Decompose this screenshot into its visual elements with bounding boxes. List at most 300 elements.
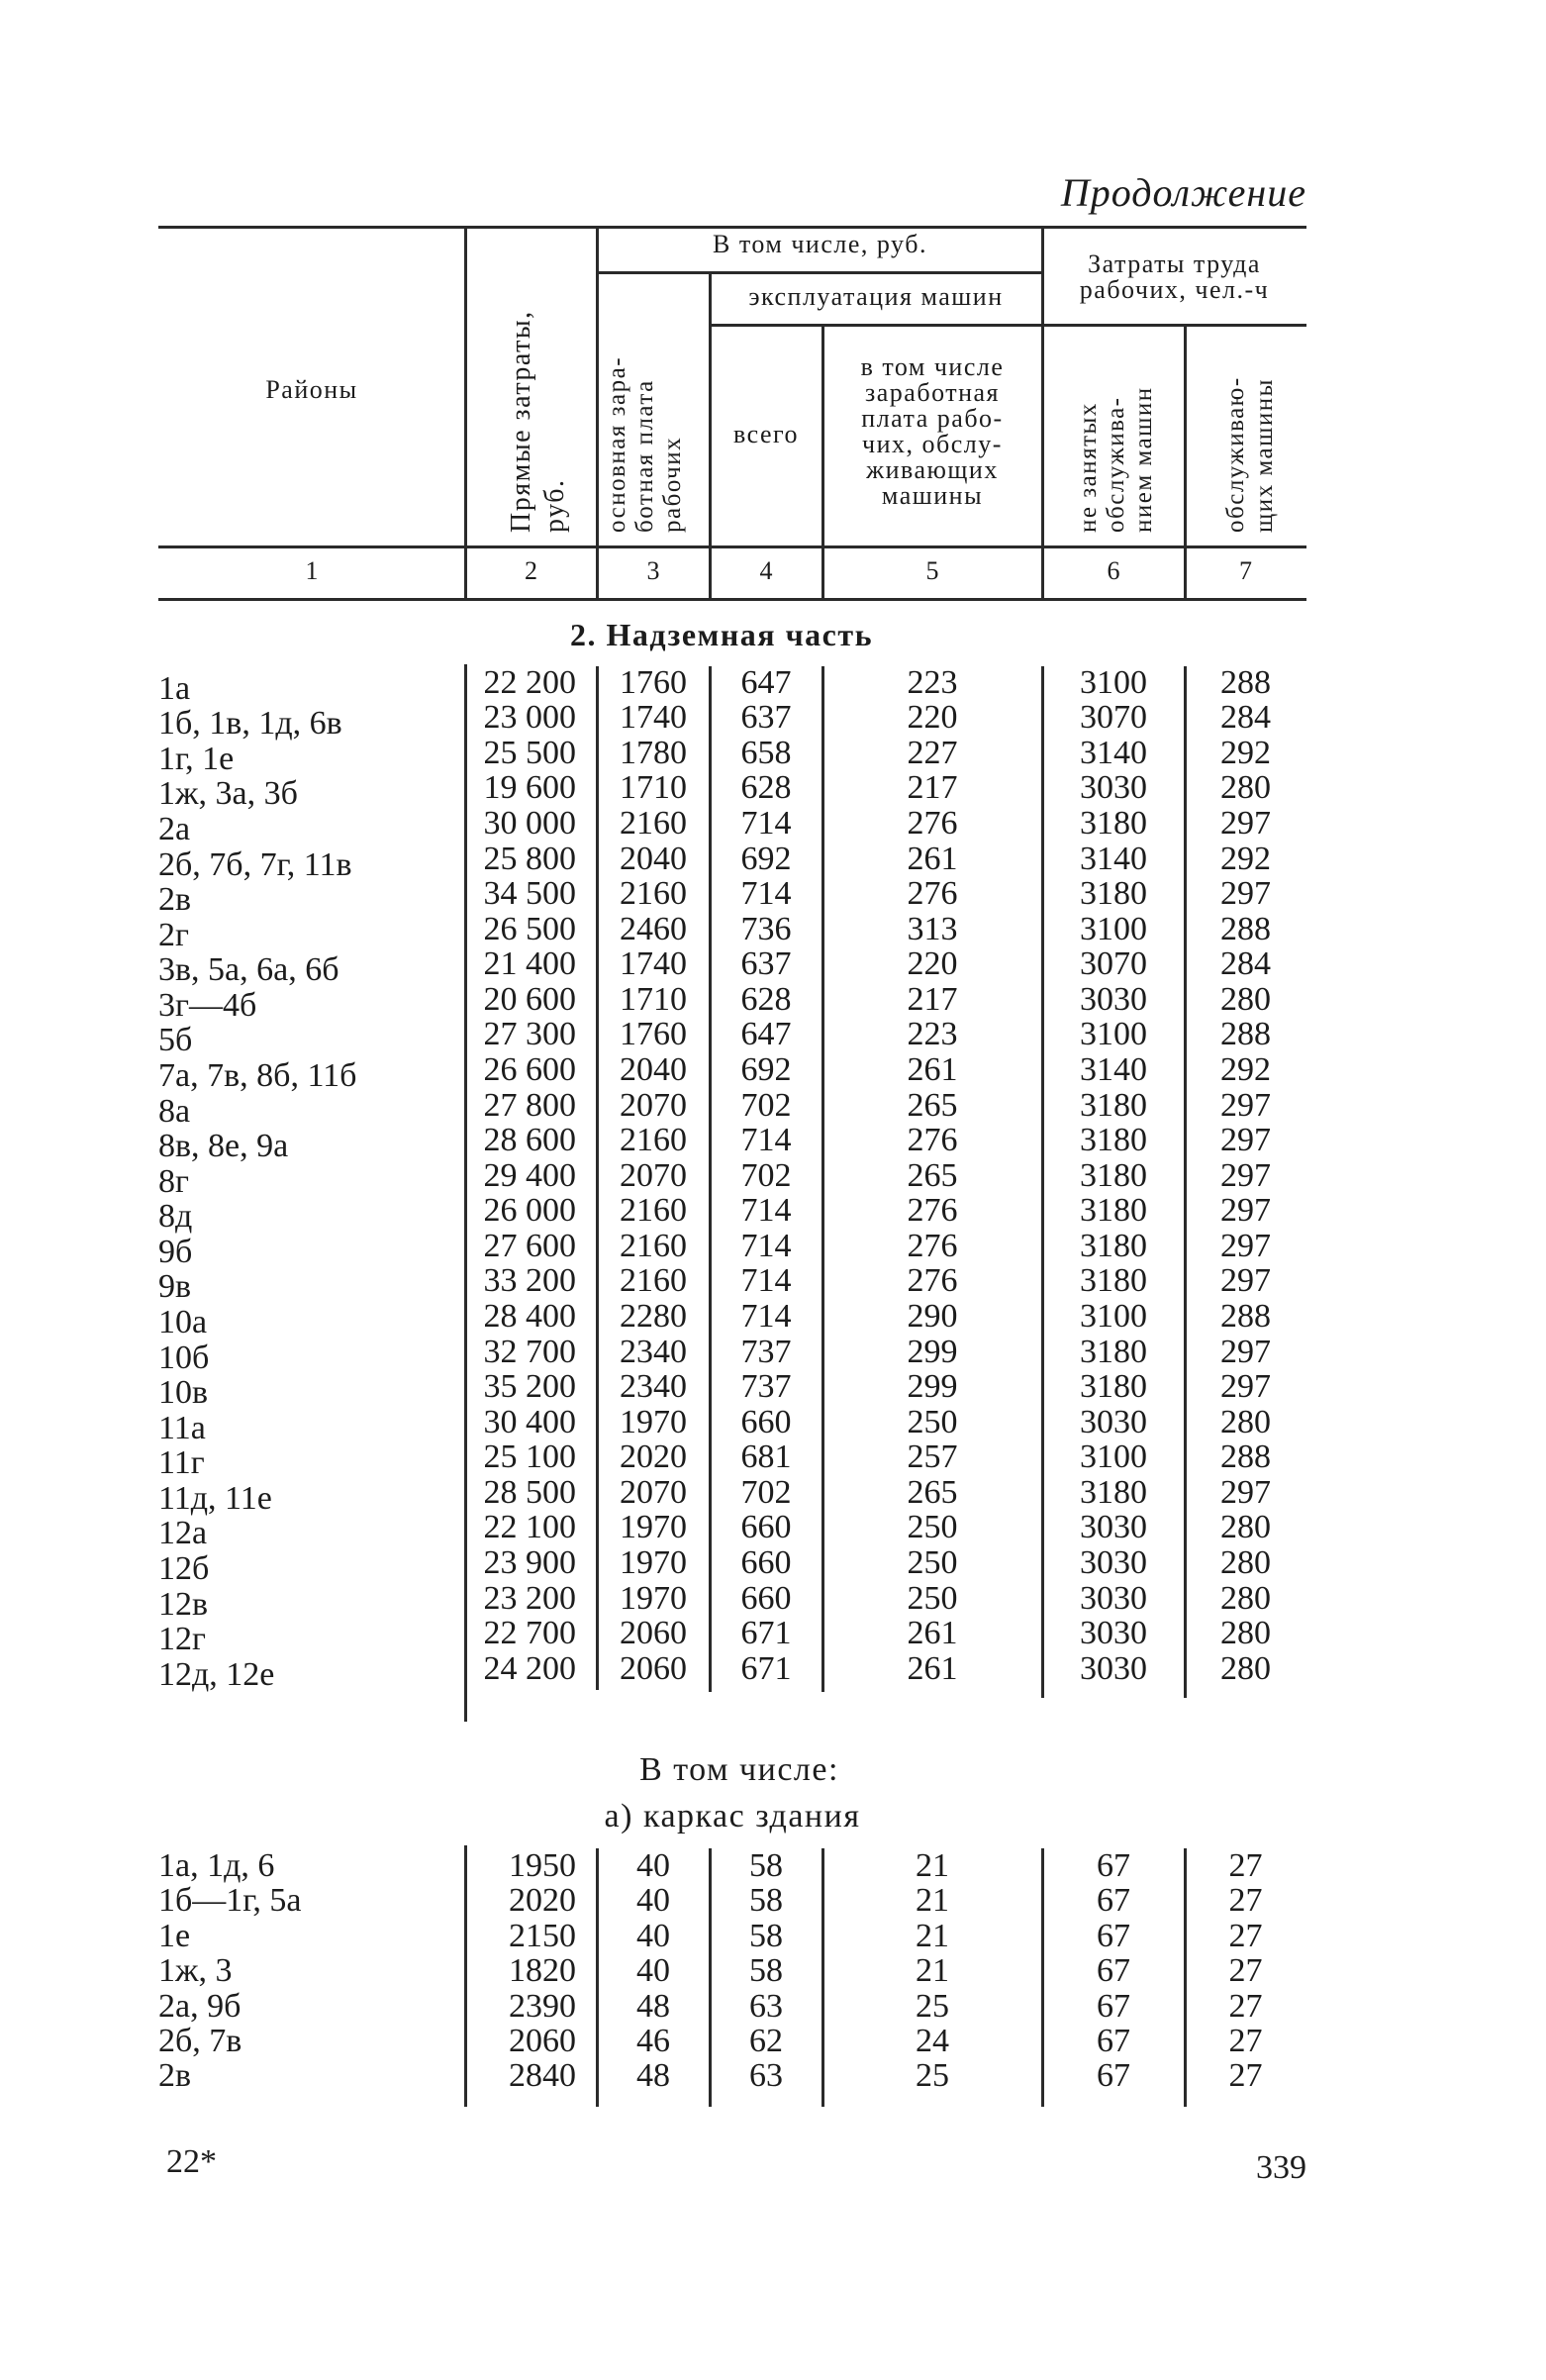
direct-costs-cell: 1820 bbox=[509, 1952, 576, 1990]
district-cell: 1а, 1д, 6 bbox=[158, 1847, 275, 1884]
base-wage-cell: 2160 bbox=[620, 1227, 687, 1264]
labor-servicing-cell: 297 bbox=[1220, 1122, 1271, 1159]
district-cell: 1б—1г, 5а bbox=[158, 1882, 302, 1920]
labor-servicing-cell: 284 bbox=[1220, 699, 1271, 737]
column-numbers-rule bbox=[158, 598, 1306, 601]
column-number: 7 bbox=[1239, 556, 1252, 585]
machines-wage-cell: 261 bbox=[907, 1615, 958, 1652]
direct-costs-cell: 25 800 bbox=[483, 840, 576, 877]
machines-wage-header-line: заработная bbox=[864, 378, 1000, 407]
labor-not-servicing-cell: 3140 bbox=[1080, 1051, 1147, 1088]
labor-not-servicing-cell: 3100 bbox=[1080, 910, 1147, 947]
direct-costs-cell: 29 400 bbox=[483, 1156, 576, 1194]
labor-servicing-header-line: обслуживаю- bbox=[1222, 376, 1249, 533]
base-wage-cell: 1740 bbox=[620, 699, 687, 737]
district-cell: 1ж, 3 bbox=[158, 1952, 233, 1990]
machines-total-cell: 637 bbox=[740, 945, 792, 983]
table-row bbox=[0, 663, 1306, 707]
machines-total-cell: 658 bbox=[740, 734, 792, 771]
table-row bbox=[0, 1919, 1306, 1954]
table-row bbox=[0, 2058, 1306, 2094]
direct-costs-cell: 22 700 bbox=[483, 1615, 576, 1652]
district-cell: 12а bbox=[158, 1515, 208, 1552]
machines-wage-cell: 24 bbox=[916, 2023, 949, 2059]
machines-wage-header-line: живающих bbox=[866, 455, 999, 484]
machines-total-cell: 63 bbox=[749, 1987, 783, 2025]
including-rub-rule bbox=[598, 271, 1043, 274]
labor-servicing-cell: 297 bbox=[1220, 1333, 1271, 1370]
base-wage-cell: 48 bbox=[636, 1987, 670, 2025]
machines-total-cell: 660 bbox=[740, 1544, 792, 1581]
labor-not-servicing-cell: 3030 bbox=[1080, 769, 1147, 807]
machines-total-cell: 660 bbox=[740, 1403, 792, 1440]
machines-total-cell: 737 bbox=[740, 1333, 792, 1370]
labor-servicing-cell: 280 bbox=[1220, 1579, 1271, 1617]
base-wage-cell: 40 bbox=[636, 1847, 670, 1884]
machines-wage-cell: 261 bbox=[907, 1051, 958, 1088]
machines-wage-cell: 250 bbox=[907, 1579, 958, 1617]
machines-wage-cell: 265 bbox=[907, 1086, 958, 1124]
machines-total-cell: 628 bbox=[740, 980, 792, 1018]
direct-costs-cell: 33 200 bbox=[483, 1262, 576, 1300]
district-cell: 3в, 5а, 6а, 6б bbox=[158, 951, 339, 989]
direct-costs-header-line: Прямые затраты, bbox=[506, 310, 536, 533]
machines-wage-cell: 276 bbox=[907, 805, 958, 842]
labor-not-servicing-header-line: не занятых bbox=[1075, 402, 1102, 533]
table-row bbox=[0, 1262, 1306, 1306]
district-cell: 5б bbox=[158, 1022, 193, 1059]
labor-servicing-cell: 297 bbox=[1220, 1262, 1271, 1300]
labor-not-servicing-header bbox=[1075, 347, 1158, 533]
district-cell: 10в bbox=[158, 1374, 209, 1412]
district-cell: 8г bbox=[158, 1162, 189, 1200]
machines-total-cell: 628 bbox=[740, 769, 792, 807]
labor-not-servicing-cell: 67 bbox=[1097, 1917, 1130, 1954]
labor-not-servicing-cell: 3100 bbox=[1080, 1016, 1147, 1053]
table-row bbox=[0, 1989, 1306, 2025]
direct-costs-cell: 22 100 bbox=[483, 1509, 576, 1546]
labor-not-servicing-cell: 3140 bbox=[1080, 734, 1147, 771]
direct-costs-header bbox=[505, 269, 574, 533]
machines-wage-cell: 276 bbox=[907, 1192, 958, 1230]
base-wage-cell: 2070 bbox=[620, 1156, 687, 1194]
table-row bbox=[0, 699, 1306, 743]
direct-costs-cell: 19 600 bbox=[483, 769, 576, 807]
machines-wage-cell: 261 bbox=[907, 840, 958, 877]
direct-costs-cell: 24 200 bbox=[483, 1649, 576, 1687]
table-top-rule bbox=[158, 226, 1306, 229]
base-wage-cell: 40 bbox=[636, 1882, 670, 1920]
district-cell: 1ж, 3а, 3б bbox=[158, 775, 298, 813]
machines-wage-cell: 220 bbox=[907, 699, 958, 737]
direct-costs-cell: 25 100 bbox=[483, 1438, 576, 1476]
table-row bbox=[0, 1883, 1306, 1919]
district-cell: 2б, 7б, 7г, 11в bbox=[158, 845, 352, 883]
labor-costs-header bbox=[1042, 251, 1306, 303]
column-divider bbox=[596, 227, 599, 601]
direct-costs-cell: 30 400 bbox=[483, 1403, 576, 1440]
direct-costs-cell: 27 800 bbox=[483, 1086, 576, 1124]
district-cell: 2а, 9б bbox=[158, 1987, 242, 2025]
district-cell: 11д, 11е bbox=[158, 1479, 272, 1517]
base-wage-cell: 1970 bbox=[620, 1403, 687, 1440]
table-row bbox=[0, 1473, 1306, 1517]
column-divider bbox=[464, 227, 467, 601]
signature-mark: 22* bbox=[166, 2143, 217, 2180]
machines-total-cell: 58 bbox=[749, 1952, 783, 1990]
labor-servicing-cell: 280 bbox=[1220, 1649, 1271, 1687]
direct-costs-cell: 28 400 bbox=[483, 1298, 576, 1335]
table-row bbox=[0, 1403, 1306, 1446]
machines-wage-header bbox=[822, 354, 1042, 509]
table-row bbox=[0, 1016, 1306, 1059]
direct-costs-cell: 30 000 bbox=[483, 805, 576, 842]
direct-costs-cell: 32 700 bbox=[483, 1333, 576, 1370]
district-cell: 1б, 1в, 1д, 6в bbox=[158, 705, 342, 743]
labor-not-servicing-cell: 67 bbox=[1097, 1952, 1130, 1990]
base-wage-cell: 2340 bbox=[620, 1333, 687, 1370]
direct-costs-cell: 22 200 bbox=[483, 663, 576, 701]
labor-servicing-cell: 297 bbox=[1220, 1192, 1271, 1230]
section-subtitle: В том числе: bbox=[639, 1751, 839, 1788]
machines-total-cell: 660 bbox=[740, 1509, 792, 1546]
labor-servicing-cell: 27 bbox=[1228, 2057, 1263, 2095]
table-row bbox=[0, 1438, 1306, 1482]
machines-wage-cell: 21 bbox=[916, 1847, 949, 1884]
table-row bbox=[0, 1544, 1306, 1587]
table-row bbox=[0, 1848, 1306, 1884]
district-cell: 12б bbox=[158, 1550, 210, 1587]
section-title: а) каркас здания bbox=[604, 1798, 861, 1835]
base-wage-cell: 1780 bbox=[620, 734, 687, 771]
table-row bbox=[0, 1298, 1306, 1340]
labor-servicing-cell: 280 bbox=[1220, 1403, 1271, 1440]
base-wage-cell: 2020 bbox=[620, 1438, 687, 1476]
machines-total-cell: 714 bbox=[740, 1192, 792, 1230]
machines-wage-cell: 299 bbox=[907, 1333, 958, 1370]
table-row bbox=[0, 2024, 1306, 2059]
machines-wage-cell: 21 bbox=[916, 1917, 949, 1954]
labor-not-servicing-cell: 3180 bbox=[1080, 1192, 1147, 1230]
column-number: 4 bbox=[759, 556, 773, 585]
base-wage-header-line: рабочих bbox=[659, 436, 686, 533]
labor-costs-header-line: рабочих, чел.-ч bbox=[1079, 275, 1270, 304]
machines-wage-header-line: машины bbox=[881, 481, 984, 510]
machines-wage-cell: 276 bbox=[907, 1122, 958, 1159]
base-wage-cell: 1760 bbox=[620, 1016, 687, 1053]
machines-total-cell: 737 bbox=[740, 1368, 792, 1406]
district-cell: 1а bbox=[158, 669, 191, 707]
base-wage-cell: 2040 bbox=[620, 1051, 687, 1088]
subheader-rule bbox=[710, 324, 1306, 327]
labor-costs-header-line: Затраты труда bbox=[1088, 249, 1261, 278]
district-cell: 2г bbox=[158, 916, 189, 953]
labor-not-servicing-cell: 3180 bbox=[1080, 875, 1147, 913]
labor-not-servicing-cell: 3180 bbox=[1080, 1333, 1147, 1370]
labor-not-servicing-cell: 3100 bbox=[1080, 663, 1147, 701]
district-cell: 8а bbox=[158, 1092, 191, 1130]
machines-wage-cell: 25 bbox=[916, 1987, 949, 2025]
base-wage-cell: 1970 bbox=[620, 1509, 687, 1546]
machines-wage-header-line: в том числе bbox=[860, 352, 1005, 381]
labor-not-servicing-cell: 67 bbox=[1097, 1882, 1130, 1920]
district-cell: 12г bbox=[158, 1621, 206, 1658]
machines-wage-cell: 250 bbox=[907, 1403, 958, 1440]
machines-total-cell: 714 bbox=[740, 1122, 792, 1159]
direct-costs-cell: 23 900 bbox=[483, 1544, 576, 1581]
header-bottom-rule bbox=[158, 545, 1306, 548]
table-row bbox=[0, 1192, 1306, 1236]
labor-not-servicing-cell: 3030 bbox=[1080, 1509, 1147, 1546]
labor-not-servicing-cell: 3180 bbox=[1080, 1122, 1147, 1159]
direct-costs-cell: 2840 bbox=[509, 2057, 576, 2095]
labor-not-servicing-cell: 3030 bbox=[1080, 980, 1147, 1018]
column-number: 2 bbox=[525, 556, 537, 585]
labor-servicing-cell: 280 bbox=[1220, 1615, 1271, 1652]
labor-servicing-cell: 27 bbox=[1228, 1952, 1263, 1990]
labor-not-servicing-cell: 3180 bbox=[1080, 1227, 1147, 1264]
base-wage-header-line: ботная плата bbox=[631, 379, 658, 533]
machines-total-cell: 714 bbox=[740, 1298, 792, 1335]
table-row bbox=[0, 769, 1306, 813]
machines-total-cell: 58 bbox=[749, 1847, 783, 1884]
base-wage-cell: 2070 bbox=[620, 1086, 687, 1124]
table-row bbox=[0, 945, 1306, 989]
direct-costs-cell: 2390 bbox=[509, 1987, 576, 2025]
machines-wage-cell: 261 bbox=[907, 1649, 958, 1687]
labor-not-servicing-cell: 3070 bbox=[1080, 945, 1147, 983]
table-row bbox=[0, 1953, 1306, 1989]
labor-servicing-cell: 297 bbox=[1220, 875, 1271, 913]
district-cell: 8в, 8е, 9а bbox=[158, 1128, 289, 1165]
machines-total-cell: 58 bbox=[749, 1882, 783, 1920]
labor-not-servicing-cell: 3030 bbox=[1080, 1615, 1147, 1652]
machines-wage-cell: 25 bbox=[916, 2057, 949, 2095]
base-wage-cell: 2160 bbox=[620, 875, 687, 913]
base-wage-cell: 40 bbox=[636, 1952, 670, 1990]
table-row bbox=[0, 1368, 1306, 1412]
table-row bbox=[0, 910, 1306, 953]
machines-wage-cell: 250 bbox=[907, 1544, 958, 1581]
machines-total-cell: 714 bbox=[740, 805, 792, 842]
district-cell: 10б bbox=[158, 1339, 210, 1376]
column-number: 6 bbox=[1107, 556, 1120, 585]
labor-servicing-cell: 288 bbox=[1220, 1298, 1271, 1335]
direct-costs-cell: 26 000 bbox=[483, 1192, 576, 1230]
labor-servicing-cell: 280 bbox=[1220, 980, 1271, 1018]
labor-servicing-cell: 292 bbox=[1220, 734, 1271, 771]
column-number: 3 bbox=[646, 556, 660, 585]
direct-costs-cell: 27 600 bbox=[483, 1227, 576, 1264]
machines-wage-cell: 217 bbox=[907, 980, 958, 1018]
labor-servicing-header-line: щих машины bbox=[1251, 378, 1278, 533]
direct-costs-cell: 2020 bbox=[509, 1882, 576, 1920]
district-cell: 9б bbox=[158, 1233, 193, 1270]
machines-total-cell: 692 bbox=[740, 840, 792, 877]
direct-costs-cell: 23 000 bbox=[483, 699, 576, 737]
machines-total-cell: 714 bbox=[740, 1262, 792, 1300]
machines-wage-cell: 220 bbox=[907, 945, 958, 983]
district-cell: 7а, 7в, 8б, 11б bbox=[158, 1057, 357, 1094]
district-cell: 3г—4б bbox=[158, 986, 257, 1024]
base-wage-cell: 1710 bbox=[620, 769, 687, 807]
base-wage-cell: 1740 bbox=[620, 945, 687, 983]
table-row bbox=[0, 1509, 1306, 1552]
labor-servicing-cell: 280 bbox=[1220, 1544, 1271, 1581]
machines-wage-cell: 227 bbox=[907, 734, 958, 771]
machines-total-cell: 736 bbox=[740, 910, 792, 947]
machines-wage-cell: 276 bbox=[907, 1227, 958, 1264]
base-wage-cell: 1710 bbox=[620, 980, 687, 1018]
table-row bbox=[0, 1051, 1306, 1094]
labor-not-servicing-cell: 3180 bbox=[1080, 1262, 1147, 1300]
direct-costs-cell: 26 500 bbox=[483, 910, 576, 947]
labor-servicing-cell: 280 bbox=[1220, 1509, 1271, 1546]
labor-servicing-cell: 288 bbox=[1220, 910, 1271, 947]
base-wage-cell: 2160 bbox=[620, 1122, 687, 1159]
district-cell: 9в bbox=[158, 1268, 192, 1306]
including-rub-header: В том числе, руб. bbox=[713, 230, 927, 258]
base-wage-header bbox=[604, 315, 687, 533]
base-wage-cell: 2060 bbox=[620, 1649, 687, 1687]
machines-total-cell: 714 bbox=[740, 875, 792, 913]
machines-total-cell: 671 bbox=[740, 1649, 792, 1687]
direct-costs-cell: 28 500 bbox=[483, 1473, 576, 1511]
districts-header: Районы bbox=[265, 375, 358, 404]
column-number: 1 bbox=[305, 556, 319, 585]
direct-costs-header-line: руб. bbox=[539, 478, 570, 533]
direct-costs-cell: 25 500 bbox=[483, 734, 576, 771]
labor-servicing-cell: 297 bbox=[1220, 1368, 1271, 1406]
labor-servicing-cell: 297 bbox=[1220, 1227, 1271, 1264]
direct-costs-cell: 27 300 bbox=[483, 1016, 576, 1053]
labor-servicing-cell: 288 bbox=[1220, 1438, 1271, 1476]
labor-not-servicing-cell: 3030 bbox=[1080, 1649, 1147, 1687]
district-cell: 12д, 12е bbox=[158, 1655, 275, 1693]
district-cell: 10а bbox=[158, 1304, 208, 1340]
base-wage-cell: 1970 bbox=[620, 1579, 687, 1617]
labor-not-servicing-cell: 3030 bbox=[1080, 1579, 1147, 1617]
machines-total-cell: 63 bbox=[749, 2057, 783, 2095]
labor-not-servicing-header-line: обслужива- bbox=[1103, 396, 1129, 533]
direct-costs-cell: 23 200 bbox=[483, 1579, 576, 1617]
machines-total-cell: 660 bbox=[740, 1579, 792, 1617]
table-row bbox=[0, 875, 1306, 919]
base-wage-cell: 2160 bbox=[620, 805, 687, 842]
direct-costs-cell: 20 600 bbox=[483, 980, 576, 1018]
direct-costs-cell: 2060 bbox=[509, 2023, 576, 2059]
labor-servicing-cell: 27 bbox=[1228, 1882, 1263, 1920]
machines-wage-header-line: плата рабо- bbox=[861, 404, 1004, 433]
column-number: 5 bbox=[925, 556, 939, 585]
machine-operation-header: эксплуатация машин bbox=[748, 282, 1004, 311]
labor-servicing-cell: 288 bbox=[1220, 1016, 1271, 1053]
machines-wage-cell: 276 bbox=[907, 1262, 958, 1300]
labor-servicing-cell: 292 bbox=[1220, 1051, 1271, 1088]
base-wage-cell: 2070 bbox=[620, 1473, 687, 1511]
base-wage-cell: 2160 bbox=[620, 1192, 687, 1230]
labor-servicing-cell: 297 bbox=[1220, 1086, 1271, 1124]
table-row bbox=[0, 980, 1306, 1024]
labor-servicing-cell: 280 bbox=[1220, 769, 1271, 807]
district-cell: 1г, 1е bbox=[158, 740, 235, 777]
base-wage-cell: 48 bbox=[636, 2057, 670, 2095]
labor-not-servicing-cell: 67 bbox=[1097, 1847, 1130, 1884]
continuation-label: Продолжение bbox=[1060, 170, 1306, 215]
labor-servicing-cell: 288 bbox=[1220, 663, 1271, 701]
labor-not-servicing-cell: 3180 bbox=[1080, 1473, 1147, 1511]
labor-servicing-header bbox=[1221, 343, 1279, 533]
machines-wage-cell: 217 bbox=[907, 769, 958, 807]
machines-wage-cell: 223 bbox=[907, 663, 958, 701]
section-title: 2. Надземная часть bbox=[570, 617, 873, 652]
base-wage-cell: 40 bbox=[636, 1917, 670, 1954]
machines-wage-cell: 21 bbox=[916, 1952, 949, 1990]
machines-total-cell: 692 bbox=[740, 1051, 792, 1088]
labor-not-servicing-cell: 3180 bbox=[1080, 805, 1147, 842]
district-cell: 2в bbox=[158, 2057, 192, 2095]
district-cell: 8д bbox=[158, 1198, 193, 1236]
district-cell: 2а bbox=[158, 811, 191, 847]
base-wage-cell: 1760 bbox=[620, 663, 687, 701]
labor-servicing-cell: 284 bbox=[1220, 945, 1271, 983]
base-wage-cell: 2040 bbox=[620, 840, 687, 877]
machines-total-cell: 58 bbox=[749, 1917, 783, 1954]
labor-not-servicing-cell: 67 bbox=[1097, 2023, 1130, 2059]
machines-wage-cell: 265 bbox=[907, 1156, 958, 1194]
labor-servicing-cell: 297 bbox=[1220, 1156, 1271, 1194]
labor-servicing-cell: 27 bbox=[1228, 1847, 1263, 1884]
direct-costs-cell: 1950 bbox=[509, 1847, 576, 1884]
machines-total-cell: 714 bbox=[740, 1227, 792, 1264]
machines-total-cell: 681 bbox=[740, 1438, 792, 1476]
table-row bbox=[0, 1122, 1306, 1165]
page-number: 339 bbox=[1256, 2149, 1306, 2186]
labor-servicing-cell: 297 bbox=[1220, 805, 1271, 842]
machines-wage-cell: 290 bbox=[907, 1298, 958, 1335]
table-row bbox=[0, 1086, 1306, 1130]
machines-total-cell: 647 bbox=[740, 663, 792, 701]
district-cell: 11а bbox=[158, 1409, 206, 1446]
base-wage-cell: 2280 bbox=[620, 1298, 687, 1335]
district-cell: 2в bbox=[158, 881, 192, 919]
table-row bbox=[0, 1227, 1306, 1270]
table-row bbox=[0, 1649, 1306, 1693]
base-wage-cell: 2340 bbox=[620, 1368, 687, 1406]
labor-not-servicing-cell: 67 bbox=[1097, 2057, 1130, 2095]
base-wage-header-line: основная зара- bbox=[604, 355, 630, 533]
table-row bbox=[0, 840, 1306, 883]
machines-wage-header-line: чих, обслу- bbox=[862, 430, 1003, 458]
labor-servicing-cell: 292 bbox=[1220, 840, 1271, 877]
labor-not-servicing-cell: 3180 bbox=[1080, 1086, 1147, 1124]
labor-not-servicing-cell: 67 bbox=[1097, 1987, 1130, 2025]
table-row bbox=[0, 805, 1306, 847]
table-row bbox=[0, 1579, 1306, 1623]
labor-servicing-cell: 27 bbox=[1228, 1987, 1263, 2025]
base-wage-cell: 2060 bbox=[620, 1615, 687, 1652]
table-row bbox=[0, 1156, 1306, 1200]
direct-costs-cell: 2150 bbox=[509, 1917, 576, 1954]
labor-not-servicing-cell: 3180 bbox=[1080, 1156, 1147, 1194]
labor-not-servicing-cell: 3030 bbox=[1080, 1403, 1147, 1440]
district-cell: 2б, 7в bbox=[158, 2023, 242, 2059]
machines-total-cell: 671 bbox=[740, 1615, 792, 1652]
machines-total-cell: 62 bbox=[749, 2023, 783, 2059]
machines-total-cell: 702 bbox=[740, 1086, 792, 1124]
labor-servicing-cell: 297 bbox=[1220, 1473, 1271, 1511]
machines-wage-cell: 313 bbox=[907, 910, 958, 947]
